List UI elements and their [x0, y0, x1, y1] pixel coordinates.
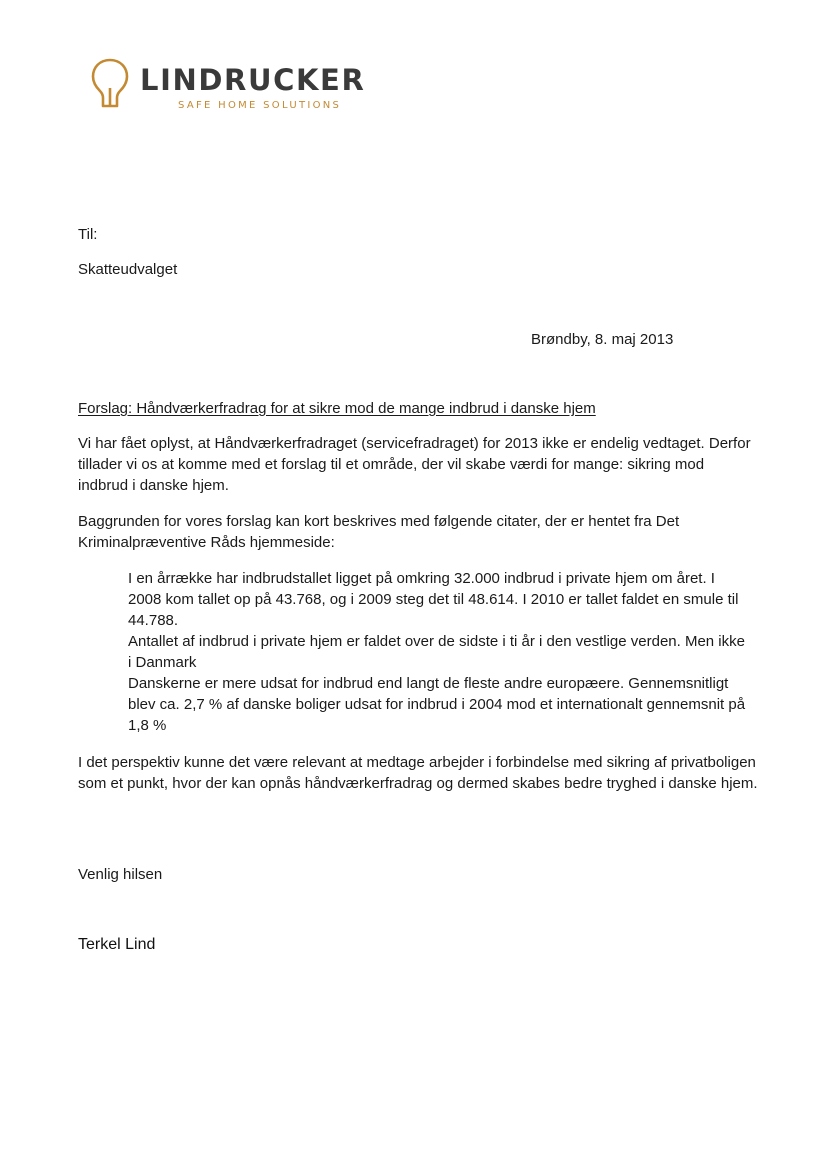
lightbulb-outline-icon	[90, 58, 130, 110]
recipient-name: Skatteudvalget	[78, 261, 178, 278]
logo-wordmark: LINDRUCKER	[140, 63, 366, 97]
citation: Danskerne er mere udsat for indbrud end langt de fleste andre europæere. Gennemsnitligt blev ca. 2,7 % af danske boliger udsat for indbrud i 2004 mod et internationalt gennemsnit på 1,8 %	[128, 675, 746, 734]
quoted-citations	[128, 568, 748, 736]
body-paragraph: I det perspektiv kunne det være relevant at medtage arbejder i forbindelse med sikring af privatboligen som et punkt, hvor der kan opnås håndværkerfradrag og dermed skabes bedre tryghed i danske hjem.	[78, 754, 758, 792]
body-paragraph: Baggrunden for vores forslag kan kort beskrives med følgende citater, der er hentet fra Det Kriminalpræventive Råds hjemmeside:	[78, 513, 680, 551]
place-date: Brøndby, 8. maj 2013	[531, 331, 674, 348]
body-paragraph: Vi har fået oplyst, at Håndværkerfradraget (servicefradraget) for 2013 ikke er endelig vedtaget. Derfor tillader vi os at komme med et forslag til et område, der vil skabe værdi for mange: sikring mod indbrud i danske hjem.	[78, 435, 751, 494]
citation: Antallet af indbrud i private hjem er faldet over de sidste i ti år i den vestlige verden. Men ikke i Danmark	[128, 633, 745, 671]
closing-salutation: Venlig hilsen	[78, 866, 163, 883]
letter-subject: Forslag: Håndværkerfradrag for at sikre mod de mange indbrud i danske hjem	[78, 400, 596, 417]
logo-tagline: SAFE HOME SOLUTIONS	[178, 100, 342, 111]
recipient-label: Til:	[78, 226, 98, 243]
citation: I en årrække har indbrudstallet ligget på omkring 32.000 indbrud i private hjem om året. I 2008 kom tallet op på 43.768, og i 2009 steg det til 48.614. I 2010 er tallet faldet en smule til 44.788.	[128, 570, 739, 629]
signature-name: Terkel Lind	[78, 936, 156, 953]
